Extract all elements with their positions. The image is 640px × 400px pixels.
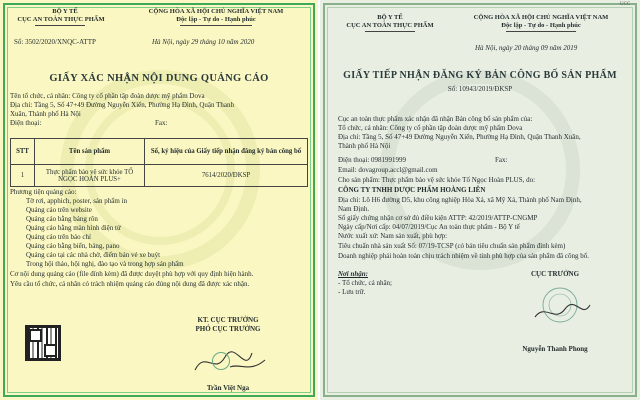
ministry-name: BỘ Y TẾ xyxy=(52,8,78,15)
product-table xyxy=(10,138,308,187)
content-line: Tổ chức, cá nhân: Công ty cổ phần tập đoàn dược mỹ phẩm Dova xyxy=(338,124,523,132)
nation-header: CỘNG HÒA XÃ HỘI CHỦ NGHĨA VIỆT NAM xyxy=(473,14,609,21)
list-item: Quảng cáo trên báo chí xyxy=(26,233,91,241)
recipient-item: - Tổ chức, cá nhân; xyxy=(338,279,393,287)
motto: Độc lập - Tự do - Hạnh phúc xyxy=(176,16,256,23)
list-item: Quảng cáo bằng bảng rôn xyxy=(26,215,98,223)
list-item: Quảng cáo tại các nhà chờ, điểm bán vé xe buýt xyxy=(26,251,161,259)
table-cell: Thực phẩm bảo vệ sức khỏe TỐ NGỌC HOÀN PLUS+ xyxy=(35,165,145,187)
fax-label: Fax: xyxy=(495,156,508,164)
motto: Độc lập - Tự do - Hạnh phúc xyxy=(501,22,581,29)
table-header: STT xyxy=(11,139,35,165)
content-line: Địa chỉ: Lô H6 đường D5, khu công nghiệp Hòa Xá, xã Mỹ Xá, Thành phố Nam Định, xyxy=(338,196,582,204)
content-line: Địa chỉ: Tầng 5, Số 47+49 Đường Nguyễn Xiển, Phường Hạ Đình, Quận Thanh Xuân, xyxy=(338,133,581,141)
content-line: Cho sản phẩm: Thực phẩm bảo vệ sức khỏe Tố Ngọc Hoàn PLUS, do: xyxy=(338,176,536,184)
content-line: Nước xuất xứ: Nam sản xuất, phù hợp: xyxy=(338,232,448,240)
document-title: GIẤY XÁC NHẬN NỘI DUNG QUẢNG CÁO xyxy=(49,73,269,84)
list-item: Tờ rơi, apphich, poster, sản phẩm in xyxy=(26,197,128,205)
table-cell: 1 xyxy=(11,165,35,187)
corner-mark: UCC xyxy=(620,2,631,7)
content-line: Email: dovagroup.accl@gmail.com xyxy=(338,166,438,174)
recipient-item: - Lưu trữ. xyxy=(338,288,366,296)
list-item: Quảng cáo bằng biển, bảng, pano xyxy=(26,242,120,250)
table-cell: 7614/2020/ĐKSP xyxy=(145,165,308,187)
agency-name: CỤC AN TOÀN THỰC PHẨM xyxy=(17,16,105,23)
content-line: Cục an toàn thực phẩm xác nhận đã nhận Bản công bố sản phẩm của: xyxy=(338,115,533,123)
content-line: Số giấy chứng nhận cơ sở đủ điều kiện ATTP: 42/2019/ATTP-CNGMP xyxy=(338,214,538,222)
note-approved: Cơ nội dung quảng cáo (file đính kèm) đã được duyệt phù hợp với quy định hiện hành. xyxy=(10,270,254,278)
content-line: Thành phố Hà Nội xyxy=(338,142,391,150)
table-header: Số, ký hiệu của Giấy tiếp nhận đăng ký bản công bố xyxy=(145,139,308,165)
signature-image xyxy=(520,285,600,330)
signer-title-1: KT. CỤC TRƯỞNG xyxy=(197,316,259,324)
doc-number: Số: 10943/2019/ĐKSP xyxy=(447,85,513,93)
content-line: Ngày cấp/Nơi cấp: 04/07/2019/Cục An toàn thực phẩm - Bộ Y tế xyxy=(338,223,520,231)
doc-number: Số: 3502/2020/XNQC-ATTP xyxy=(14,38,96,46)
signer-title-2: PHÓ CỤC TRƯỞNG xyxy=(195,325,261,333)
note-responsibility: Yêu cầu tổ chức, cá nhân có trách nhiệm quảng cáo đúng nội dung đã được xác nhận. xyxy=(10,280,250,288)
phone-label: Điện thoại: xyxy=(10,119,42,127)
registration-receipt-document xyxy=(320,0,640,400)
place-date: Hà Nội, ngày 20 tháng 09 năm 2019 xyxy=(475,44,578,52)
signer-title: CỤC TRƯỞNG xyxy=(530,270,580,278)
stamp-seal xyxy=(212,352,230,370)
agency-name: CỤC AN TOÀN THỰC PHẨM xyxy=(346,22,434,29)
nation-header: CỘNG HÒA XÃ HỘI CHỦ NGHĨA VIỆT NAM xyxy=(148,8,284,15)
signer-name: Nguyễn Thanh Phong xyxy=(522,345,588,353)
list-item: Trong hội thảo, hội nghị, đào tạo và trong hợp sản phẩm xyxy=(26,260,184,268)
ad-confirmation-document xyxy=(0,0,318,400)
content-line: Doanh nghiệp phải hoàn toàn chịu trách nhiệm về tính phù hợp của sản phẩm đã công bố. xyxy=(338,252,589,260)
content-line: CÔNG TY TNHH DƯỢC PHẨM HOÀNG LIÊN xyxy=(338,186,486,194)
address-line-1: Địa chỉ: Tầng 5, Số 47+49 Đường Nguyễn Xiển, Phường Hạ Đình, Quận Thanh xyxy=(10,101,234,109)
document-title: GIẤY TIẾP NHẬN ĐĂNG KÝ BẢN CÔNG BỐ SẢN PHẨM xyxy=(343,70,617,81)
ministry-name: BỘ Y TẾ xyxy=(377,14,403,21)
address-line-2: Xuân, Thành phố Hà Nội xyxy=(10,110,81,118)
list-item: Quảng cáo trên website xyxy=(26,206,92,214)
applicant-line: Tên tổ chức, cá nhân: Công ty cổ phần tập đoàn dược mỹ phẩm Dova xyxy=(10,92,205,100)
content-line: Tiêu chuẩn nhà sản xuất Số: 07/19-TCSP (có bản tiêu chuẩn sản phẩm đính kèm) xyxy=(338,242,566,250)
list-item: Quảng cáo bằng màn hình điện tử xyxy=(26,224,121,232)
place-date: Hà Nội, ngày 29 tháng 10 năm 2020 xyxy=(152,38,255,46)
signer-name: Trần Việt Nga xyxy=(206,384,250,392)
recipients-label: Nơi nhận: xyxy=(338,270,369,278)
content-line: Điện thoại: 0981991999 xyxy=(338,156,407,164)
qr-code[interactable] xyxy=(25,325,61,361)
table-header: Tên sản phẩm xyxy=(35,139,145,165)
fax-label: Fax: xyxy=(155,119,168,127)
signature-image xyxy=(190,345,270,380)
content-line: Nam Định. xyxy=(338,205,370,213)
table-row xyxy=(11,165,308,187)
media-heading: Phương tiện quảng cáo: xyxy=(10,188,77,196)
